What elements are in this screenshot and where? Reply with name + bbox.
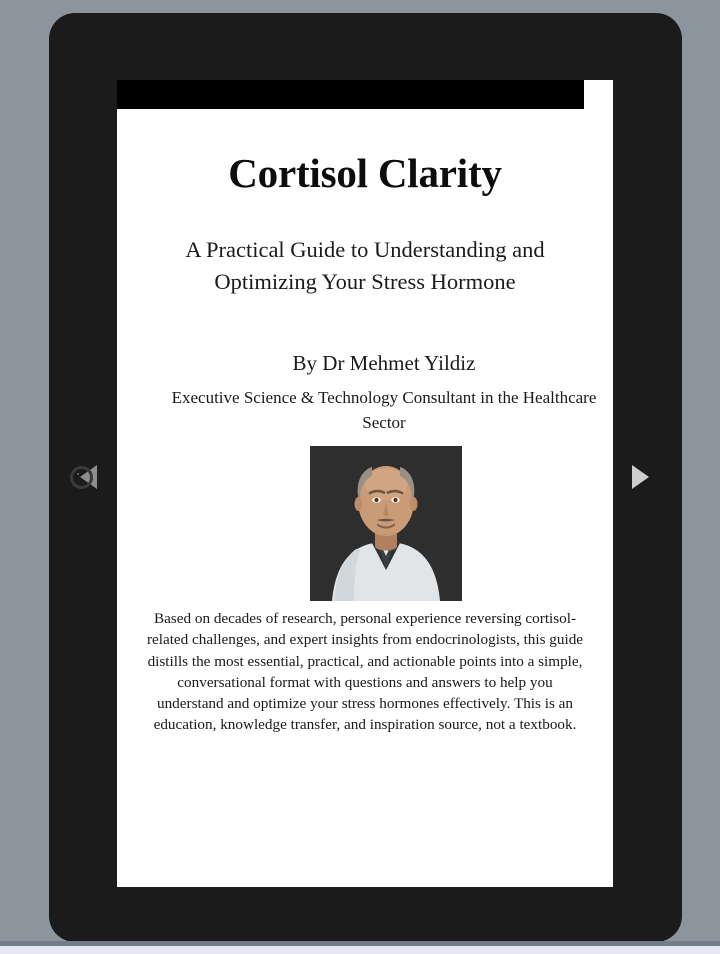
document-page xyxy=(117,80,613,887)
triangle-right-icon xyxy=(632,465,649,489)
portrait-illustration xyxy=(310,446,462,601)
author-byline: By Dr Mehmet Yildiz xyxy=(292,351,476,376)
cursor-ring-icon xyxy=(70,466,93,489)
page-header-band xyxy=(117,80,584,109)
bottom-status-strip xyxy=(0,946,720,954)
device-frame xyxy=(49,13,682,942)
book-description: Based on decades of research, personal experience reversing cortisol-related challenges, and expert insights from endocrinologists, this guide distills the most essential, practical, and actionable points into a simple, conversational format with questions and answers to help you understand and optimize your stress hormones effectively. This is an education, knowledge transfer, and inspiration source, not a textbook. xyxy=(146,610,584,734)
page-content xyxy=(117,109,613,435)
next-page-button[interactable] xyxy=(625,457,659,497)
author-portrait-photo xyxy=(310,446,462,601)
page-title: Cortisol Clarity xyxy=(228,150,502,196)
author-role: Executive Science & Technology Consultant in the Healthcare Sector xyxy=(171,388,597,433)
previous-page-button[interactable] xyxy=(70,457,104,497)
book-subtitle: A Practical Guide to Understanding and Optimizing Your Stress Hormone xyxy=(185,237,545,295)
